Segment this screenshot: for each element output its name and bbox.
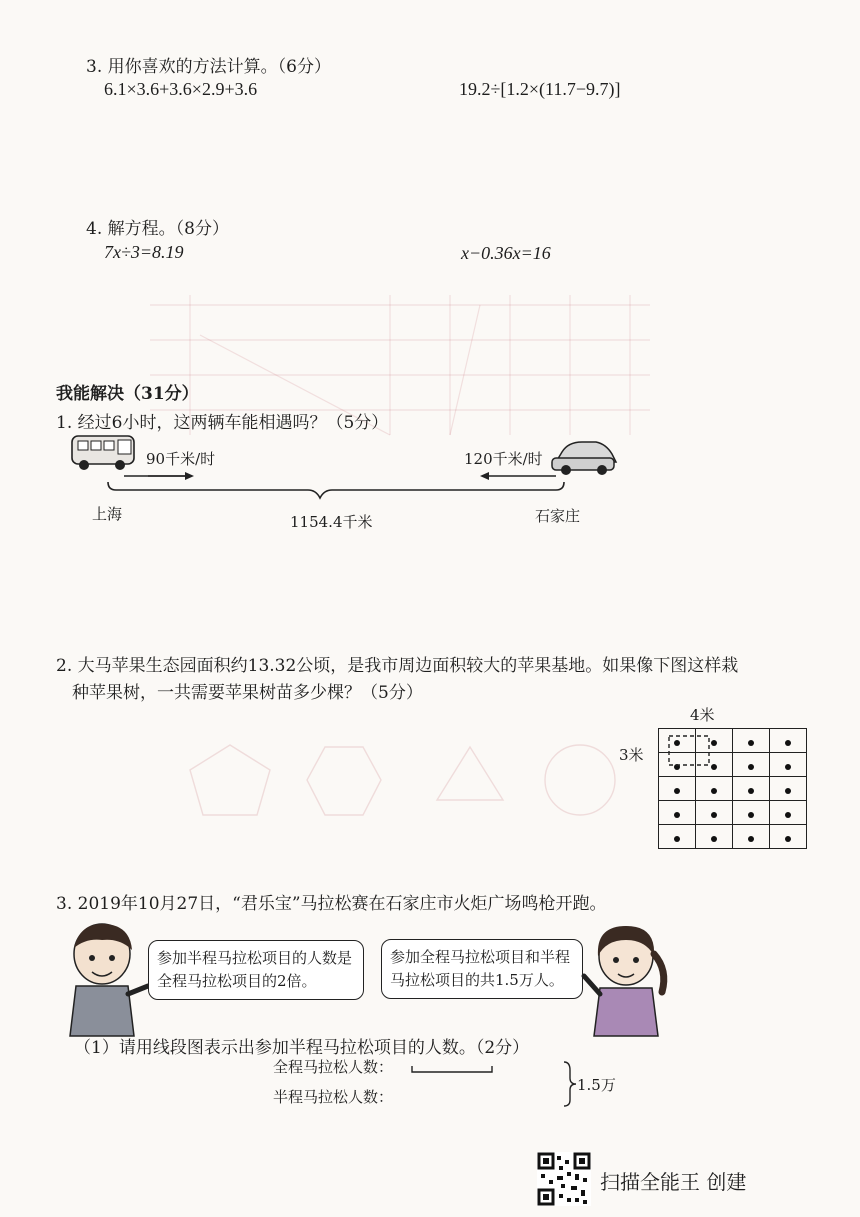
q3-expression-1: 6.1×3.6+3.6×2.9+3.6 <box>104 79 258 99</box>
q4-equation-2: x−0.36x=16 <box>461 243 551 263</box>
p1-distance: 1154.4千米 <box>290 513 373 531</box>
tree-dot <box>674 812 680 818</box>
p3-label-half: 半程马拉松人数： <box>273 1088 394 1106</box>
p2-line-1: 2. 大马苹果生态园面积约13.32公顷，是我市周边面积较大的苹果基地。如果像下图这样栽 <box>56 656 739 676</box>
q3-title: 3. 用你喜欢的方法计算。（6分） <box>86 57 331 77</box>
grid-cell <box>659 777 696 801</box>
p2-height-label: 3米 <box>619 746 644 764</box>
bleed-shapes <box>185 735 625 835</box>
tree-dot <box>785 788 791 794</box>
girl-speech-bubble: 参加全程马拉松项目和半程马拉松项目的共1.5万人。 <box>381 939 583 999</box>
tree-dot <box>748 740 754 746</box>
p3-sub1: （1）请用线段图表示出参加半程马拉松项目的人数。（2分） <box>74 1038 530 1058</box>
grid-cell <box>733 777 770 801</box>
bus-icon <box>72 436 134 470</box>
grid-cell <box>733 825 770 849</box>
girl-illustration <box>578 920 673 1040</box>
p1-speed-right: 120千米/时 <box>464 450 543 468</box>
tree-dot <box>785 836 791 842</box>
tree-dot <box>748 788 754 794</box>
q4-equation-1: 7x÷3=8.19 <box>104 242 184 262</box>
grid-cell <box>770 777 807 801</box>
p3-segment-diagram <box>408 1058 588 1110</box>
p1-city-left: 上海 <box>92 505 123 523</box>
scanner-watermark: 扫描全能王 创建 <box>600 1170 747 1194</box>
grid-cell <box>733 729 770 753</box>
tree-dot <box>785 812 791 818</box>
grid-cell <box>696 801 733 825</box>
p2-line-2: 种苹果树，一共需要苹果树苗多少棵？（5分） <box>72 683 423 703</box>
grid-cell <box>770 825 807 849</box>
tree-dot <box>711 788 717 794</box>
p1-city-right: 石家庄 <box>535 507 581 525</box>
tree-dot <box>711 812 717 818</box>
grid-cell <box>733 753 770 777</box>
q3-expression-2: 19.2÷[1.2×(11.7−9.7)] <box>459 79 621 99</box>
q4-title: 4. 解方程。（8分） <box>86 219 229 239</box>
tree-dot <box>674 788 680 794</box>
tree-dot <box>785 740 791 746</box>
tree-dot <box>711 836 717 842</box>
grid-cell <box>696 825 733 849</box>
qr-code-icon <box>537 1152 591 1206</box>
grid-cell <box>696 777 733 801</box>
p1-speed-left: 90千米/时 <box>146 450 216 468</box>
tree-dot <box>748 764 754 770</box>
tree-dot <box>674 836 680 842</box>
boy-speech-bubble: 参加半程马拉松项目的人数是全程马拉松项目的2倍。 <box>148 940 364 1000</box>
grid-cell <box>659 801 696 825</box>
p2-dashed-unit <box>660 728 720 778</box>
p3-title: 3. 2019年10月27日，“君乐宝”马拉松赛在石家庄市火炬广场鸣枪开跑。 <box>56 894 607 914</box>
car-icon <box>552 442 616 475</box>
grid-cell <box>733 801 770 825</box>
p1-diagram <box>68 432 628 512</box>
grid-cell <box>770 801 807 825</box>
boy-illustration <box>62 920 152 1040</box>
p3-total: 1.5万 <box>577 1076 616 1094</box>
p1-title: 1. 经过6小时，这两辆车能相遇吗？（5分） <box>56 413 389 433</box>
grid-cell <box>770 753 807 777</box>
p3-label-full: 全程马拉松人数： <box>273 1058 394 1076</box>
p2-width-label: 4米 <box>690 706 715 724</box>
grid-cell <box>770 729 807 753</box>
tree-dot <box>748 812 754 818</box>
tree-dot <box>748 836 754 842</box>
tree-dot <box>785 764 791 770</box>
section-title: 我能解决（31分） <box>56 384 199 404</box>
grid-cell <box>659 825 696 849</box>
